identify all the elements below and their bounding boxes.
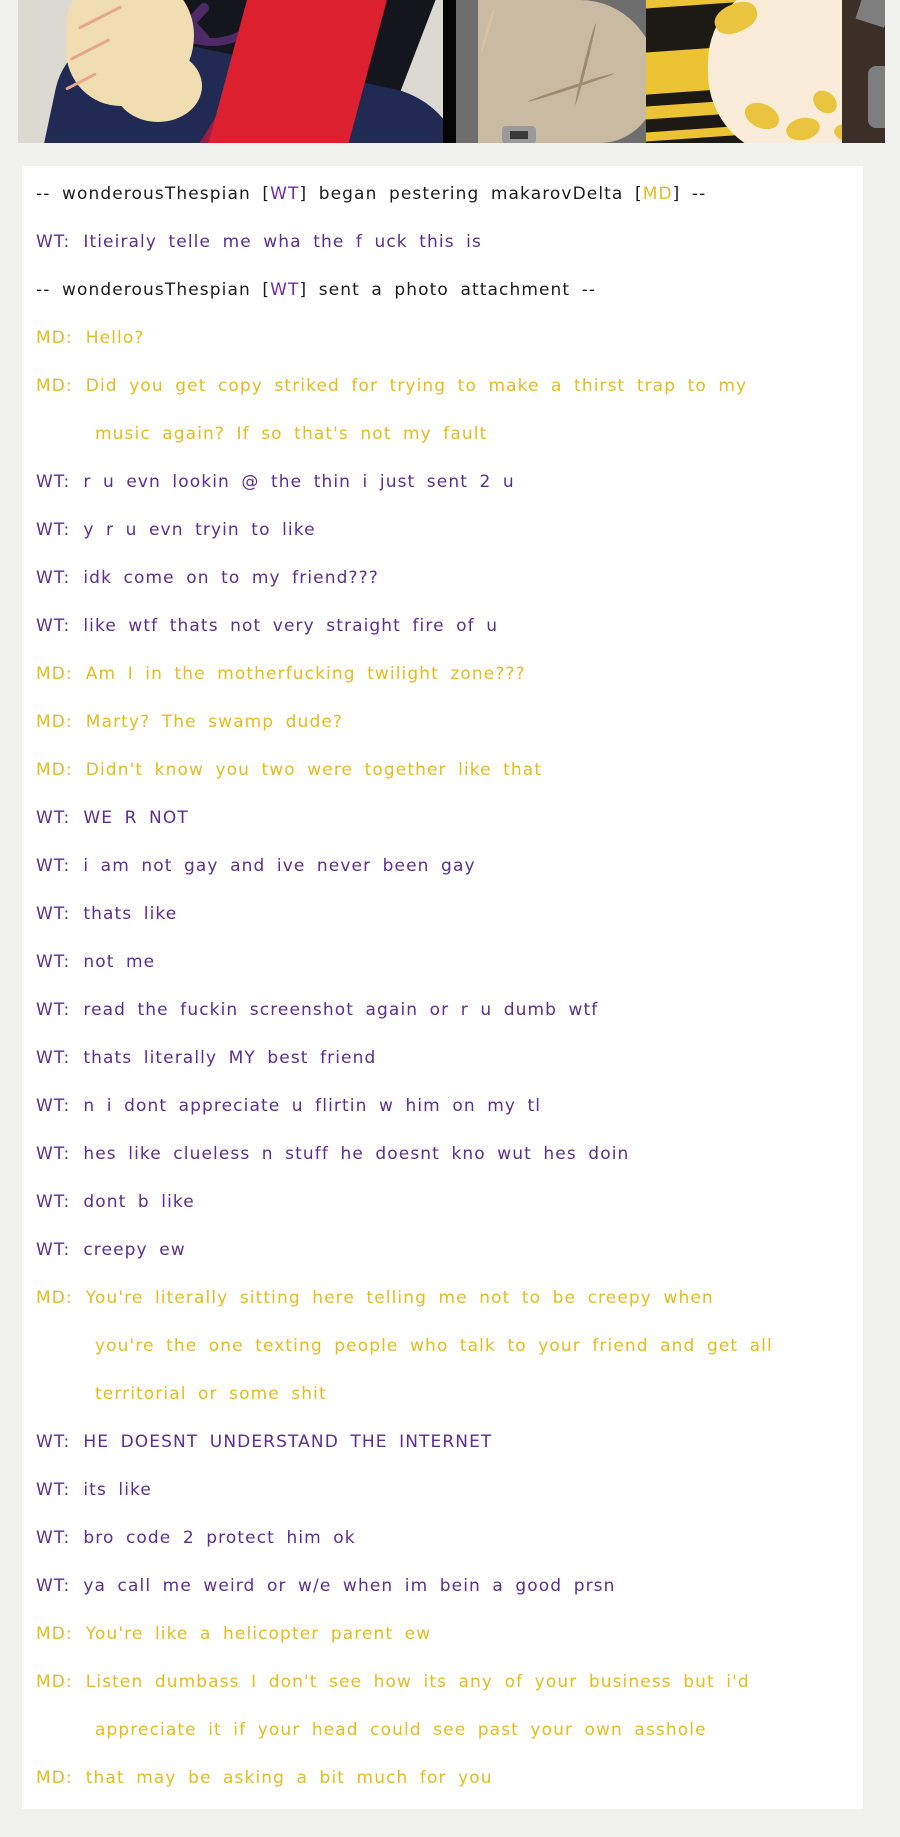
speaker-handle: WT:: [36, 1144, 71, 1164]
chat-message-text: WE R NOT: [83, 808, 189, 828]
speaker-handle: MD:: [36, 1624, 73, 1644]
chat-message-text: that may be asking a bit much for you: [85, 1768, 493, 1788]
speaker-handle: MD:: [36, 1768, 73, 1788]
chat-line: [36, 1418, 851, 1466]
chat-line: [36, 1466, 851, 1514]
narration-segment: -- wonderousThespian [: [36, 280, 271, 300]
comic-panel-right: [456, 0, 885, 143]
chat-message-text: n i dont appreciate u flirtin w him on my tl: [83, 1096, 542, 1116]
chat-message-text: thats literally MY best friend: [83, 1048, 377, 1068]
chat-line: [36, 1658, 851, 1706]
chat-message-text: read the fuckin screenshot again or r u dumb wtf: [83, 1000, 599, 1020]
speaker-handle: WT:: [36, 1192, 71, 1212]
narration-segment: ] sent a photo attachment --: [299, 280, 597, 300]
chat-line-continuation: music again? If so that's not my fault: [95, 424, 488, 444]
chat-message-text: thats like: [83, 904, 178, 924]
speaker-handle: MD:: [36, 1672, 73, 1692]
chat-line: [36, 1130, 851, 1178]
chat-message-text: i am not gay and ive never been gay: [83, 856, 476, 876]
chat-message-text: Am I in the motherfucking twilight zone???: [85, 664, 526, 684]
chat-message-text: creepy ew: [83, 1240, 186, 1260]
narration-segment: MD: [642, 184, 673, 204]
comic-panel-left: [18, 0, 443, 143]
chat-line: [36, 1754, 851, 1802]
speaker-handle: WT:: [36, 520, 71, 540]
speaker-handle: WT:: [36, 904, 71, 924]
narration-segment: -- wonderousThespian [: [36, 184, 271, 204]
chat-message-text: idk come on to my friend???: [83, 568, 379, 588]
speaker-handle: WT:: [36, 616, 71, 636]
hand-shape: [114, 50, 202, 122]
gray-edge-shape: [868, 66, 885, 128]
chat-message-text: its like: [83, 1480, 152, 1500]
chat-line-continuation: appreciate it if your head could see past your own asshole: [95, 1720, 707, 1740]
chat-line: [36, 506, 851, 554]
belt-buckle-inner: [510, 131, 528, 139]
chat-message-text: Didn't know you two were together like that: [85, 760, 543, 780]
chat-message-text: You're like a helicopter parent ew: [85, 1624, 432, 1644]
narration-segment: ] --: [672, 184, 707, 204]
speaker-handle: MD:: [36, 376, 73, 396]
chat-line: [36, 650, 851, 698]
tan-jacket-shape: [478, 0, 658, 143]
chat-line: [36, 458, 851, 506]
speaker-handle: MD:: [36, 1288, 73, 1308]
narration-segment: ] began pestering makarovDelta [: [299, 184, 643, 204]
speaker-handle: WT:: [36, 1528, 71, 1548]
speaker-handle: WT:: [36, 1048, 71, 1068]
chat-line: [36, 1226, 851, 1274]
chat-log: [22, 166, 863, 1809]
chat-message-text: Marty? The swamp dude?: [85, 712, 344, 732]
speaker-handle: MD:: [36, 328, 73, 348]
chat-message-text: Hello?: [85, 328, 145, 348]
speaker-handle: WT:: [36, 1576, 71, 1596]
speaker-handle: MD:: [36, 664, 73, 684]
chat-line: [36, 218, 851, 266]
speaker-handle: WT:: [36, 1432, 71, 1452]
speaker-handle: WT:: [36, 1000, 71, 1020]
speaker-handle: WT:: [36, 1480, 71, 1500]
chat-message-text: y r u evn tryin to like: [83, 520, 316, 540]
chat-line: [36, 314, 851, 362]
speaker-handle: MD:: [36, 760, 73, 780]
chat-message-text: Itieiraly telle me wha the f uck this is: [83, 232, 482, 252]
panel-divider: [443, 0, 456, 143]
chat-line: [36, 746, 851, 794]
chat-message-text: not me: [83, 952, 156, 972]
pesterlog-panel: [22, 166, 863, 1809]
chat-line: [36, 1514, 851, 1562]
chat-message-text: Did you get copy striked for trying to make a thirst trap to my: [85, 376, 748, 396]
chat-line: [36, 1610, 851, 1658]
chat-line: [36, 842, 851, 890]
narration-line: [36, 266, 851, 314]
narration-segment: WT: [270, 184, 300, 204]
chat-line: [36, 1082, 851, 1130]
speaker-handle: WT:: [36, 1096, 71, 1116]
chat-line: [36, 938, 851, 986]
chat-message-text: ya call me weird or w/e when im bein a good prsn: [83, 1576, 616, 1596]
speaker-handle: WT:: [36, 472, 71, 492]
speaker-handle: MD:: [36, 712, 73, 732]
speaker-handle: WT:: [36, 568, 71, 588]
chat-line: [36, 794, 851, 842]
chat-message-text: like wtf thats not very straight fire of u: [83, 616, 499, 636]
chat-message-text: Listen dumbass I don't see how its any of your business but i'd: [85, 1672, 750, 1692]
narration-segment: WT: [270, 280, 300, 300]
chat-line: [36, 1178, 851, 1226]
speaker-handle: WT:: [36, 1240, 71, 1260]
chat-line-continuation: territorial or some shit: [95, 1384, 327, 1404]
chat-line: [36, 1034, 851, 1082]
chat-line-continuation: you're the one texting people who talk to your friend and get all: [95, 1336, 773, 1356]
chat-line: [36, 602, 851, 650]
chat-line: [36, 698, 851, 746]
chat-message-text: You're literally sitting here telling me not to be creepy when: [85, 1288, 714, 1308]
speaker-handle: WT:: [36, 856, 71, 876]
speaker-handle: WT:: [36, 808, 71, 828]
chat-line: [36, 1562, 851, 1610]
chat-line: [36, 1274, 851, 1322]
chat-line: [36, 554, 851, 602]
chat-message-text: r u evn lookin @ the thin i just sent 2 u: [83, 472, 515, 492]
chat-message-text: hes like clueless n stuff he doesnt kno wut hes doin: [83, 1144, 630, 1164]
chat-line: [36, 986, 851, 1034]
chat-message-text: dont b like: [83, 1192, 195, 1212]
speaker-handle: WT:: [36, 952, 71, 972]
speaker-handle: WT:: [36, 232, 71, 252]
chat-line: [36, 362, 851, 410]
chat-message-text: bro code 2 protect him ok: [83, 1528, 356, 1548]
comic-artwork: [18, 0, 885, 143]
chat-message-text: HE DOESNT UNDERSTAND THE INTERNET: [83, 1432, 493, 1452]
chat-line: [36, 890, 851, 938]
narration-line: [36, 170, 851, 218]
